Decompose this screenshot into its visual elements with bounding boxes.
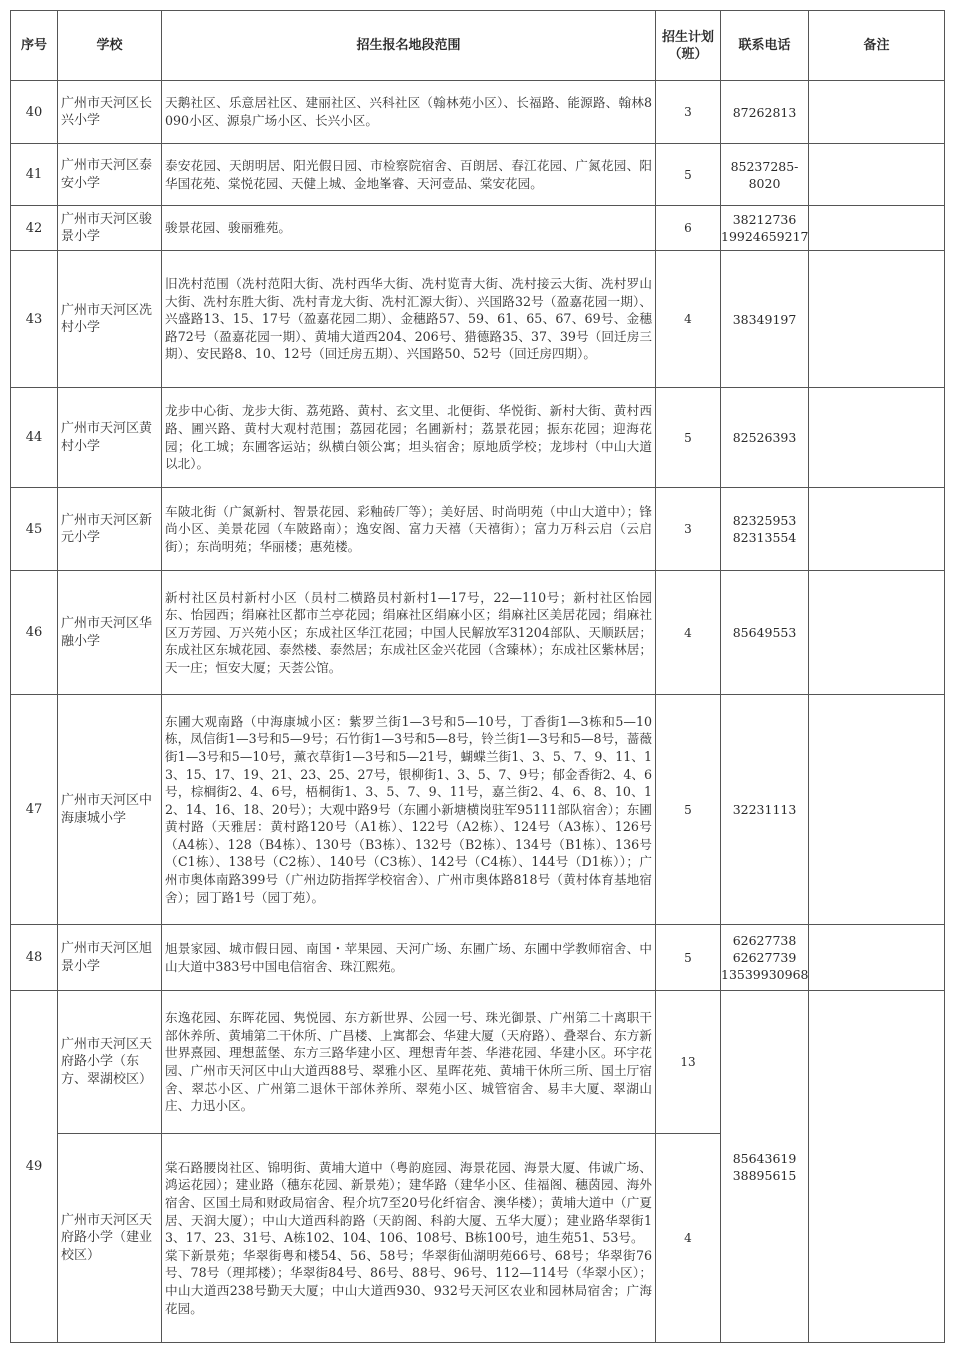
row-number: 44	[11, 388, 58, 488]
row-number: 46	[11, 571, 58, 695]
remark	[809, 144, 945, 206]
enrollment-area: 车陂北街（广氮新村、智景花园、彩釉砖厂等）；美好居、时尚明苑（中山大道中）；锋尚小区、美景花园（车陂路南）；逸安阁、富力天禧（天禧街）；富力万科云启（云启街）；东尚明苑；华丽楼；惠苑楼。	[162, 488, 656, 571]
enrollment-plan: 4	[656, 571, 721, 695]
enrollment-area: 东逸花园、东晖花园、隽悦园、东方新世界、公园一号、珠光御景、广州第二十离职干部休养所、黄埔第二干休所、广昌楼、上寓都会、华建大厦（天府路）、叠翠台、东方新世界熹园、理想蓝堡、东方三路华建小区、理想青年荟、华港花园、华建小区。环宇花园、广州市天河区中山大道西88号、翠雅小区、星晖花苑、黄埔干休所三所、国土厅宿舍、翠芯小区、广州第二退休干部休养所、翠苑小区、城管宿舍、易丰大厦、翠湖山庄、力迅小区。	[162, 991, 656, 1134]
enrollment-plan: 5	[656, 388, 721, 488]
enrollment-plan: 5	[656, 695, 721, 925]
enrollment-area: 天鹅社区、乐意居社区、建丽社区、兴科社区（翰林苑小区）、长福路、能源路、翰林8090小区、源泉广场小区、长兴小区。	[162, 81, 656, 144]
contact-phone: 82325953 82313554	[721, 488, 809, 571]
school-name: 广州市天河区冼村小学	[58, 251, 162, 388]
contact-phone: 85643619 38895615	[721, 991, 809, 1343]
header-row	[11, 11, 945, 81]
contact-phone: 85237285- 8020	[721, 144, 809, 206]
remark	[809, 388, 945, 488]
enrollment-area: 旭景家园、城市假日园、南国・苹果园、天河广场、东圃广场、东圃中学教师宿舍、中山大道中383号中国电信宿舍、珠江熙苑。	[162, 925, 656, 991]
table-row	[11, 144, 945, 206]
table-row	[11, 571, 945, 695]
header-school: 学校	[58, 11, 162, 81]
row-number: 49	[11, 991, 58, 1343]
enrollment-area: 棠石路腰岗社区、锦明街、黄埔大道中（粤韵庭园、海景花园、海景大厦、伟诚广场、鸿运花园）；建业路（穗东花园、新景苑）；建华路（建华小区、佳福阁、穗茵园、海外宿舍、区国土局和财政局宿舍、程介坑7至20号化纤宿舍、澳华楼）；黄埔大道中（广夏居、天润大厦）；中山大道西科韵路（天韵阁、科韵大厦、五华大厦）；建业路华翠街13、17、23、31号、A栋102、104、106、108号、B栋100号，迪生苑51、53号。 棠下新景苑；华翠街粤和楼54、56、58号；华翠街仙湖明苑66号、68号；华翠街76号、78号（理邦楼）；华翠街84号、86号、88号、96号、112—114号（华翠小区）；中山大道西238号勤天大厦；中山大道西930、932号天河区农业和园林局宿舍；广海花园。	[162, 1134, 656, 1343]
enrollment-area: 旧冼村范围（冼村范阳大街、冼村西华大街、冼村览青大街、冼村接云大街、冼村罗山大街、冼村东胜大街、冼村青龙大街、冼村汇源大街）、兴国路32号（盈嘉花园一期）、兴盛路13、15、17号（盈嘉花园二期）、金穗路57、59、61、65、67、69号、金穗路72号（盈嘉花园一期）、黄埔大道西204、206号、猎德路35、37、39号（回迁房三期）、安民路8、10、12号（回迁房五期）、兴国路50、52号（回迁房四期）。	[162, 251, 656, 388]
enrollment-plan: 4	[656, 251, 721, 388]
enrollment-plan: 5	[656, 144, 721, 206]
table-row	[11, 388, 945, 488]
school-name: 广州市天河区泰安小学	[58, 144, 162, 206]
header-remark: 备注	[809, 11, 945, 81]
school-name: 广州市天河区天府路小学（建业校区）	[58, 1134, 162, 1343]
school-name: 广州市天河区骏景小学	[58, 206, 162, 251]
school-name: 广州市天河区华融小学	[58, 571, 162, 695]
contact-phone: 62627738 62627739 13539930968	[721, 925, 809, 991]
school-name: 广州市天河区旭景小学	[58, 925, 162, 991]
enrollment-area: 东圃大观南路（中海康城小区：紫罗兰街1—3号和5—10号，丁香街1—3栋和5—10栋，凤信街1—3号和5—9号；石竹街1—3号和5—8号，铃兰街1—3号和5—8号，蔷薇街1—3号和5—10号，薰衣草街1—3号和5—21号，蝴蝶兰街1、3、5、7、9、11、13、15、17、19、21、23、25、27号，银柳街1、3、5、7、9号；郁金香街2、4、6号，棕榈街2、4、6号，梧桐街1、3、5、7、9、11号，嘉兰街2、4、6、8、10、12、14、16、18、20号）；大观中路9号（东圃小新塘横岗驻军95111部队宿舍）；东圃黄村路（天雅居：黄村路120号（A1栋）、122号（A2栋）、124号（A3栋）、126号（A4栋）、128（B4栋）、130号（B3栋）、132号（B2栋）、134号（B1栋）、136号（C1栋）、138号（C2栋）、140号（C3栋）、142号（C4栋）、144号（D1栋））；广州市奥体南路399号（广州边防指挥学校宿舍）、广州市奥体路818号（黄村体育基地宿舍）；园丁路1号（园丁苑）。	[162, 695, 656, 925]
table-row	[11, 991, 945, 1134]
row-number: 42	[11, 206, 58, 251]
remark	[809, 695, 945, 925]
enrollment-area: 骏景花园、骏丽雅苑。	[162, 206, 656, 251]
contact-phone: 87262813	[721, 81, 809, 144]
enrollment-table	[10, 10, 945, 1343]
row-number: 43	[11, 251, 58, 388]
enrollment-plan: 4	[656, 1134, 721, 1343]
school-name: 广州市天河区黄村小学	[58, 388, 162, 488]
remark	[809, 251, 945, 388]
enrollment-plan: 3	[656, 81, 721, 144]
table-row	[11, 251, 945, 388]
remark	[809, 571, 945, 695]
row-number: 40	[11, 81, 58, 144]
table-row	[11, 81, 945, 144]
row-number: 45	[11, 488, 58, 571]
row-number: 41	[11, 144, 58, 206]
contact-phone: 38212736 19924659217	[721, 206, 809, 251]
header-area: 招生报名地段范围	[162, 11, 656, 81]
contact-phone: 32231113	[721, 695, 809, 925]
school-name: 广州市天河区中海康城小学	[58, 695, 162, 925]
enrollment-plan: 13	[656, 991, 721, 1134]
header-no: 序号	[11, 11, 58, 81]
table-row	[11, 695, 945, 925]
enrollment-plan: 6	[656, 206, 721, 251]
header-plan: 招生计划（班）	[656, 11, 721, 81]
table-row	[11, 488, 945, 571]
remark	[809, 206, 945, 251]
contact-phone: 85649553	[721, 571, 809, 695]
remark	[809, 81, 945, 144]
enrollment-area: 泰安花园、天朗明居、阳光假日园、市检察院宿舍、百朗居、春江花园、广氮花园、阳华国花苑、棠悦花园、天健上城、金地峯睿、天河壹品、棠安花园。	[162, 144, 656, 206]
header-phone: 联系电话	[721, 11, 809, 81]
remark	[809, 925, 945, 991]
table-row	[11, 206, 945, 251]
row-number: 47	[11, 695, 58, 925]
contact-phone: 82526393	[721, 388, 809, 488]
school-name: 广州市天河区天府路小学（东方、翠湖校区）	[58, 991, 162, 1134]
school-name: 广州市天河区长兴小学	[58, 81, 162, 144]
remark	[809, 991, 945, 1343]
enrollment-plan: 3	[656, 488, 721, 571]
remark	[809, 488, 945, 571]
school-name: 广州市天河区新元小学	[58, 488, 162, 571]
enrollment-plan: 5	[656, 925, 721, 991]
row-number: 48	[11, 925, 58, 991]
enrollment-area: 新村社区员村新村小区（员村二横路员村新村1—17号，22—110号；新村社区怡园东、怡园西；绢麻社区都市兰亭花园；绢麻社区绢麻小区；绢麻社区美居花园；绢麻社区万芳园、万兴苑小区；东成社区华江花园；中国人民解放军31204部队、天顺跃居；东成社区东城花园、泰然楼、泰然居；东成社区金兴花园（含臻林）；东成社区紫林居；天一庄；恒安大厦；天荟公馆。	[162, 571, 656, 695]
contact-phone: 38349197	[721, 251, 809, 388]
table-row	[11, 925, 945, 991]
enrollment-area: 龙步中心街、龙步大街、荔苑路、黄村、玄文里、北便街、华悦街、新村大街、黄村西路、圃兴路、黄村大观村范围；荔园花园；名圃新村；荔景花园；振东花园；迎海花园；化工城；东圃客运站；纵横白领公寓；坦头宿舍；原地质学校；龙埗村（中山大道以北）。	[162, 388, 656, 488]
